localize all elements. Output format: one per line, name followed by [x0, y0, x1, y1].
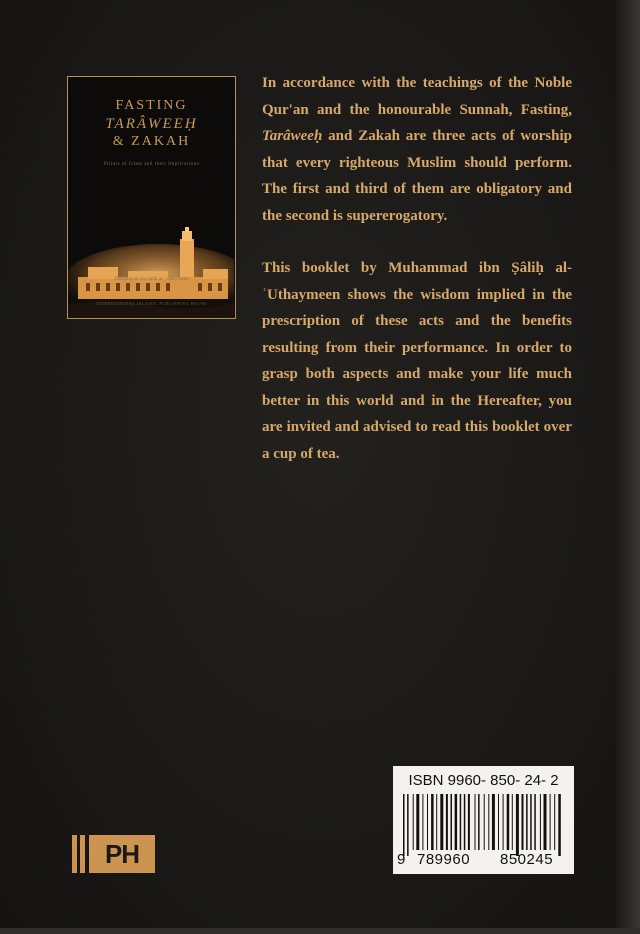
barcode-bar: [413, 794, 414, 850]
logo-bar-2: [80, 835, 85, 873]
barcode-bar: [550, 794, 551, 850]
barcode-bar: [460, 794, 462, 850]
blurb-p1-part2: and Zakah are three acts of worship that every righteous Muslim should perform. The first and third of them are obligatory and the second is supererogatory.: [262, 128, 572, 224]
barcode-bar: [455, 794, 458, 850]
barcode-bar: [446, 794, 448, 850]
barcode-bar: [422, 794, 423, 850]
barcode-bar: [475, 794, 476, 850]
logo-bar-1: [72, 835, 77, 873]
isbn-label: ISBN 9960- 850- 24- 2: [408, 772, 559, 789]
barcode-bar: [403, 794, 405, 856]
blurb-p1-part1: In accordance with the teachings of the Noble Qur'an and the honourable Sunnah, Fasting,: [262, 75, 572, 118]
barcode-bar: [427, 794, 428, 850]
thumbnail-title-line1: FASTING: [115, 98, 188, 113]
logo-text: PH: [89, 835, 155, 873]
thumbnail-title-line3: & ZAKAH: [112, 134, 191, 149]
barcode-bar: [522, 794, 524, 850]
barcode-bar: [407, 794, 409, 856]
barcode-bar: [512, 794, 513, 850]
blurb-paragraph-2: This booklet by Muhammad ibn Ṣâliḥ al-ʿUthaymeen shows the wisdom implied in the prescription of these acts and the benefits resulting from their performance. In order to grasp both aspects and make your life much better in this world and in the Hereafter, you are invited and advised to read this booklet over a cup of tea.: [262, 260, 572, 462]
blurb-p1-italic: Tarâweeḥ: [262, 128, 323, 144]
barcode-bar: [492, 794, 495, 850]
logo-bars: [72, 835, 89, 873]
barcode-bar: [507, 794, 510, 850]
barcode-left-group: 789960: [417, 851, 471, 868]
barcode-bar: [526, 794, 528, 850]
spine-edge: [616, 0, 640, 934]
back-cover-blurb: [262, 70, 572, 493]
barcode-bar: [544, 794, 547, 850]
blurb-paragraph-1: [262, 70, 572, 229]
thumbnail-subtitle: Pillars of Islam and their Implications: [103, 162, 200, 167]
barcode-bar: [554, 794, 555, 850]
barcode-bar: [451, 794, 453, 850]
barcode-bar: [478, 794, 480, 850]
barcode-bar: [431, 794, 434, 850]
barcode-bar: [516, 794, 519, 856]
barcode-bar: [440, 794, 443, 850]
isbn-barcode: [393, 766, 574, 874]
barcode-bar: [540, 794, 541, 850]
thumbnail-author: Muhammad ibn Ṣâliḥ al-ʿUthaymeen: [114, 277, 189, 282]
barcode-bar: [464, 794, 466, 850]
barcode-bar: [530, 794, 532, 850]
barcode-bar: [558, 794, 561, 856]
barcode-first-digit: 9: [397, 851, 406, 868]
barcode-bar: [488, 794, 489, 850]
barcode-digits: [397, 851, 571, 871]
barcode-bar: [416, 794, 419, 850]
publisher-logo: [72, 835, 155, 873]
thumbnail-title-line2: TARÂWEEḤ: [105, 116, 198, 132]
barcode-bar: [498, 794, 499, 850]
barcode-bar: [436, 794, 437, 850]
barcode-bars: [403, 794, 565, 856]
barcode-bar: [468, 794, 470, 850]
thumbnail-publisher: INTERNATIONAL ISLAMIC PUBLISHING HOUSE: [95, 301, 208, 306]
barcode-right-group: 850245: [500, 851, 554, 868]
thumbnail-title: [68, 97, 235, 151]
barcode-bar: [534, 794, 536, 850]
front-cover-thumbnail: [67, 76, 236, 319]
bottom-edge: [0, 928, 640, 934]
barcode-bar: [484, 794, 485, 850]
barcode-bar: [503, 794, 504, 850]
